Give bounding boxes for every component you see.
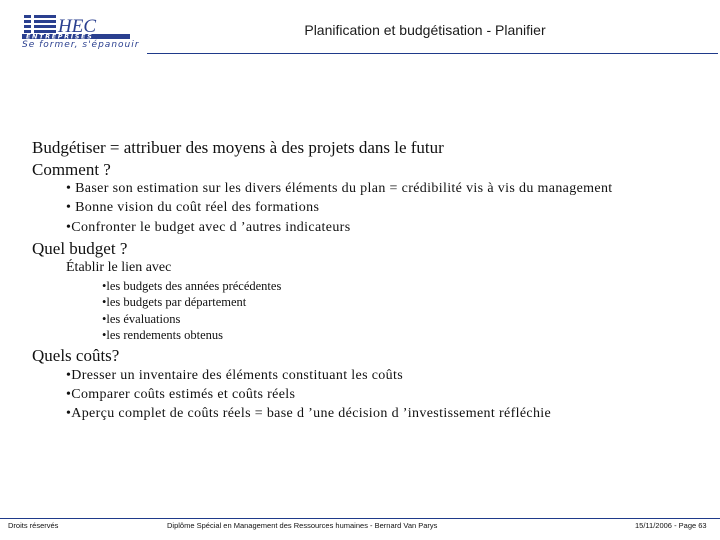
budget-item: •les évaluations (102, 312, 181, 326)
costs-item: •Dresser un inventaire des éléments constituant les coûts (66, 368, 404, 383)
budget-item: •les budgets par département (102, 295, 247, 309)
header-divider (147, 53, 718, 54)
logo-hec-text: HEC (58, 16, 96, 37)
costs-item: •Aperçu complet de coûts réels = base d ’une décision d ’investissement réfléchie (66, 406, 552, 421)
logo-entreprises-text: ENTREPRISES (26, 32, 94, 41)
footer-rights: Droits réservés (8, 521, 59, 530)
costs-item: •Comparer coûts estimés et coûts réels (66, 387, 296, 402)
comment-item: • Baser son estimation sur les divers éléments du plan = crédibilité vis à vis du management (66, 181, 613, 196)
logo-tagline: Se former, s'épanouir (22, 40, 140, 50)
footer-divider (0, 518, 720, 519)
costs-label: Quels coûts? (32, 346, 120, 365)
budget-item: •les rendements obtenus (102, 328, 224, 342)
budget-label: Quel budget ? (32, 239, 128, 258)
comment-item: • Bonne vision du coût réel des formations (66, 200, 320, 215)
comment-label: Comment ? (32, 160, 111, 179)
budget-intro: Établir le lien avec (66, 260, 172, 275)
slide-title: Planification et budgétisation - Planifier (304, 22, 546, 38)
budget-item: •les budgets des années précédentes (102, 279, 282, 293)
comment-item: •Confronter le budget avec d ’autres indicateurs (66, 220, 351, 235)
footer-course: Diplôme Spécial en Management des Ressources humaines - Bernard Van Parys (167, 521, 438, 530)
footer-date-page: 15/11/2006 - Page 63 (635, 521, 707, 530)
main-heading: Budgétiser = attribuer des moyens à des projets dans le futur (32, 138, 444, 157)
